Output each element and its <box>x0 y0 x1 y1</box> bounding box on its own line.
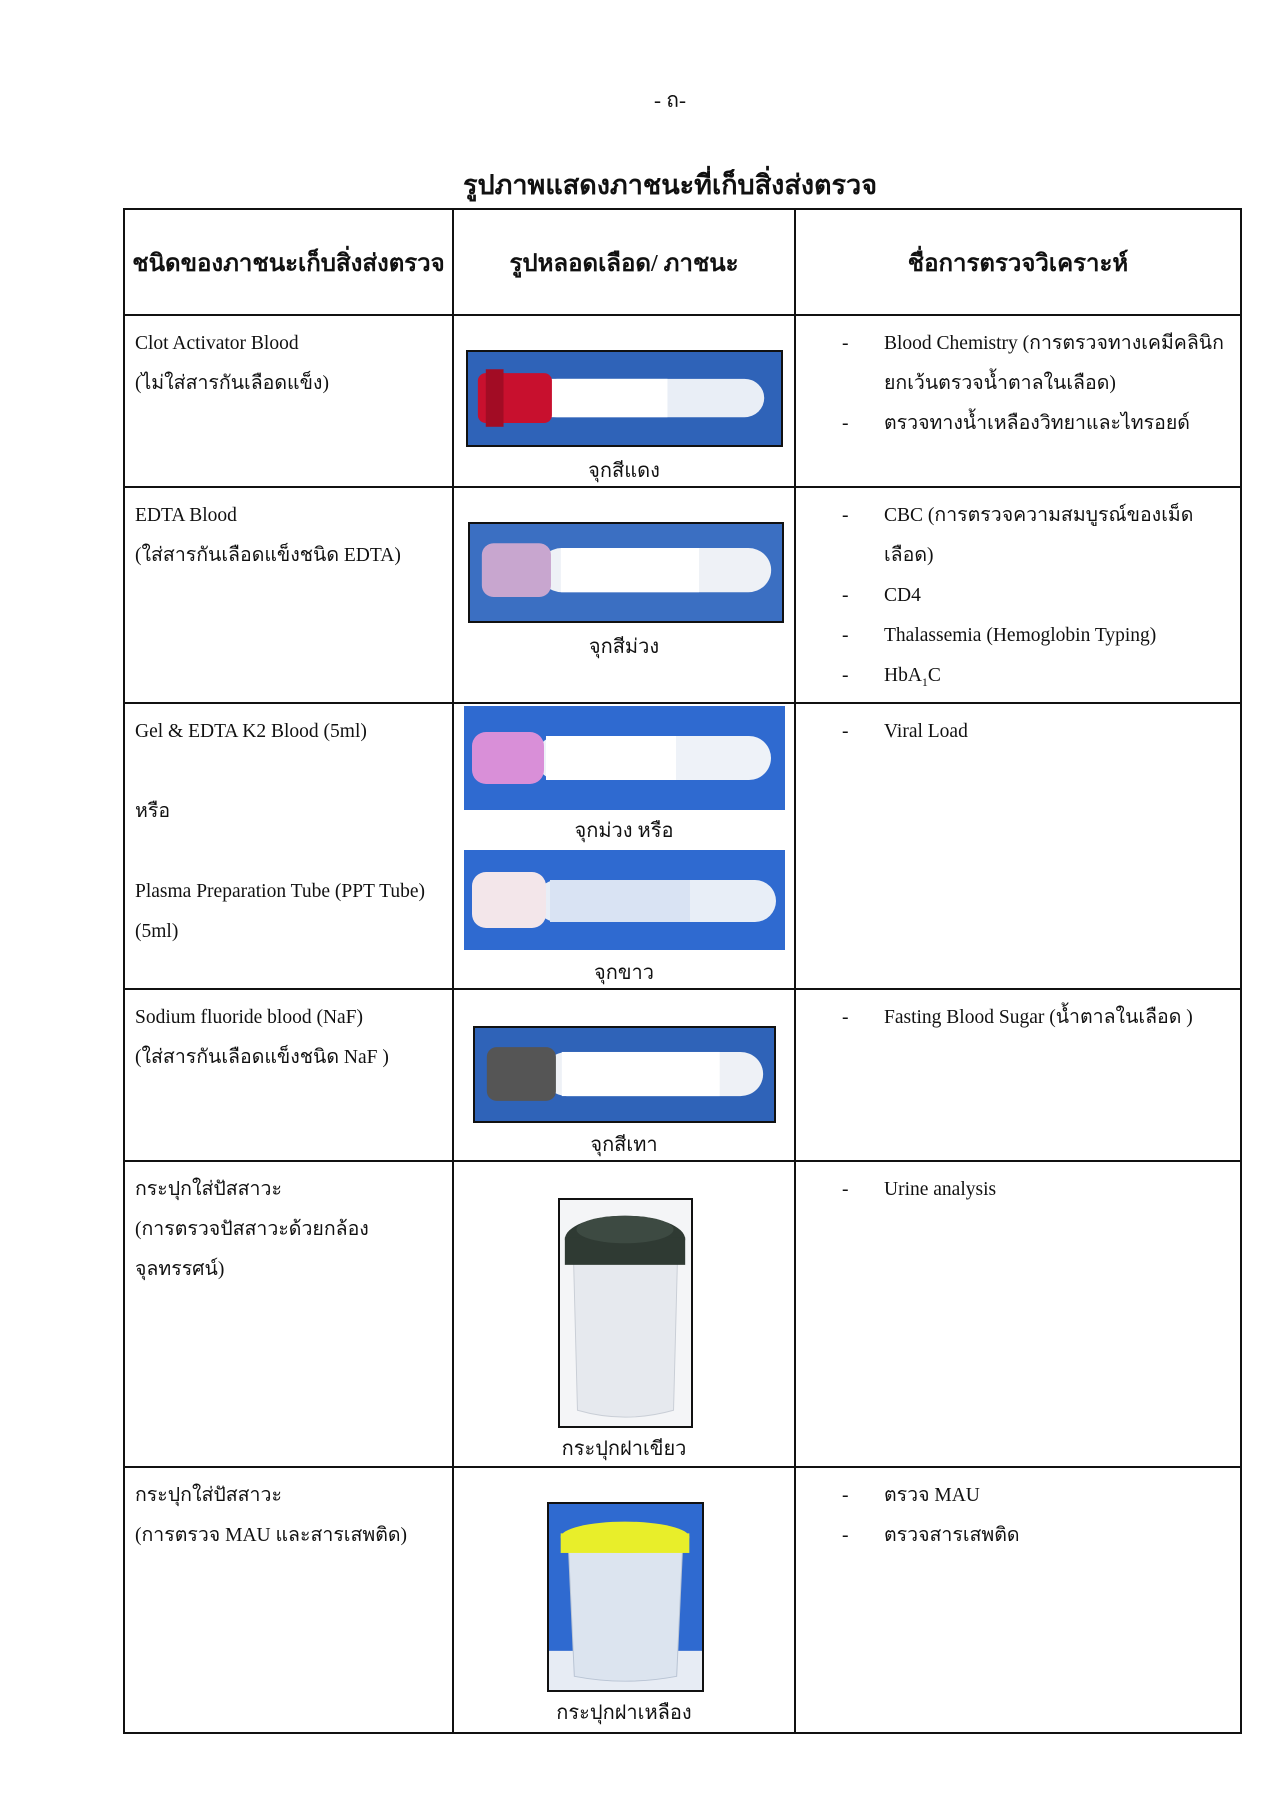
container-cell <box>124 1161 453 1467</box>
tube-caption: จุกขาว <box>594 961 654 984</box>
page-number: - ถ- <box>654 88 686 112</box>
cup-caption: กระปุกฝาเหลือง <box>556 1701 692 1724</box>
image-cell <box>453 1161 795 1467</box>
tests-cell <box>795 487 1241 703</box>
container-cell <box>124 1467 453 1733</box>
tests-cell <box>795 1161 1241 1467</box>
test-item: - Thalassemia (Hemoglobin Typing) <box>842 625 1157 646</box>
cup-caption: กระปุกฝาเขียว <box>561 1437 687 1460</box>
gray-cap-tube-image <box>473 1026 776 1123</box>
image-cell <box>453 703 795 989</box>
header-test-name: ชื่อการตรวจวิเคราะห์ <box>795 209 1241 315</box>
container-note: (ไม่ใส่สารกันเลือดแข็ง) <box>135 373 329 394</box>
header-tube-image: รูปหลอดเลือด/ ภาชนะ <box>453 209 795 315</box>
header-row <box>124 209 1241 315</box>
container-name: EDTA Blood <box>135 505 237 526</box>
page-title: รูปภาพแสดงภาชนะที่เก็บสิ่งส่งตรวจ <box>462 170 878 200</box>
container-name: Plasma Preparation Tube (PPT Tube) <box>135 880 426 902</box>
container-cell <box>124 487 453 703</box>
test-item: - Viral Load <box>842 720 968 742</box>
test-item: - CD4 <box>842 585 921 606</box>
image-cell <box>453 315 795 487</box>
table-row <box>124 1467 1241 1733</box>
container-note: (การตรวจ MAU และสารเสพติด) <box>135 1524 408 1546</box>
container-name: Clot Activator Blood <box>135 333 299 354</box>
test-item: - ตรวจสารเสพติด <box>842 1524 1020 1546</box>
purple-cap-tube-image <box>468 522 784 623</box>
table-row <box>124 1161 1241 1467</box>
test-item: - Fasting Blood Sugar (น้ำตาลในเลือด ) <box>842 1006 1193 1028</box>
tests-cell <box>795 989 1241 1161</box>
container-alternative: หรือ <box>135 800 171 822</box>
lavender-cap-tube-image <box>464 706 785 810</box>
test-item: - ตรวจ MAU <box>842 1484 980 1506</box>
container-name: กระปุกใส่ปัสสาวะ <box>135 1484 282 1506</box>
tube-caption: จุกม่วง หรือ <box>574 819 674 842</box>
container-name: Sodium fluoride blood (NaF) <box>135 1006 364 1028</box>
tests-cell <box>795 315 1241 487</box>
white-cap-tube-image <box>464 850 785 950</box>
image-cell <box>453 487 795 703</box>
container-note: (ใส่สารกันเลือดแข็งชนิด NaF ) <box>135 1046 389 1068</box>
test-item: - Blood Chemistry (การตรวจทางเคมีคลินิก ยกเว้นตรวจน้ำตาลในเลือด) <box>842 333 1224 394</box>
test-item: - ตรวจทางน้ำเหลืองวิทยาและไทรอยด์ <box>842 413 1190 434</box>
tube-caption: จุกสีม่วง <box>588 636 660 658</box>
yellow-lid-urine-cup-image <box>547 1502 704 1692</box>
container-cell <box>124 315 453 487</box>
table-row <box>124 487 1241 703</box>
tests-cell <box>795 703 1241 989</box>
image-cell <box>453 989 795 1161</box>
test-item: - HbA$_1$C <box>842 665 941 689</box>
image-cell <box>453 1467 795 1733</box>
tube-caption: จุกสีแดง <box>588 460 660 482</box>
test-item: - Urine analysis <box>842 1178 997 1200</box>
container-cell <box>124 989 453 1161</box>
tests-cell <box>795 1467 1241 1733</box>
container-volume: (5ml) <box>135 920 179 942</box>
test-item-continuation: ยกเว้นตรวจน้ำตาลในเลือด) <box>884 373 1116 394</box>
container-name: กระปุกใส่ปัสสาวะ <box>135 1178 282 1200</box>
specimen-container-table <box>123 208 1242 1734</box>
container-cell <box>124 703 453 989</box>
table-row <box>124 989 1241 1161</box>
green-lid-urine-cup-image <box>558 1198 693 1428</box>
table-row <box>124 315 1241 487</box>
tube-caption: จุกสีเทา <box>590 1133 658 1156</box>
container-note: จุลทรรศน์) <box>135 1258 225 1280</box>
container-name: Gel & EDTA K2 Blood (5ml) <box>135 720 367 742</box>
table-row <box>124 703 1241 989</box>
red-cap-tube-image <box>466 350 783 447</box>
container-note: (ใส่สารกันเลือดแข็งชนิด EDTA) <box>135 545 401 566</box>
header-container-type: ชนิดของภาชนะเก็บสิ่งส่งตรวจ <box>124 209 453 315</box>
container-note: (การตรวจปัสสาวะด้วยกล้อง <box>135 1218 369 1240</box>
test-item: - CBC (การตรวจความสมบูรณ์ของเม็ดเลือด) <box>842 505 1194 566</box>
